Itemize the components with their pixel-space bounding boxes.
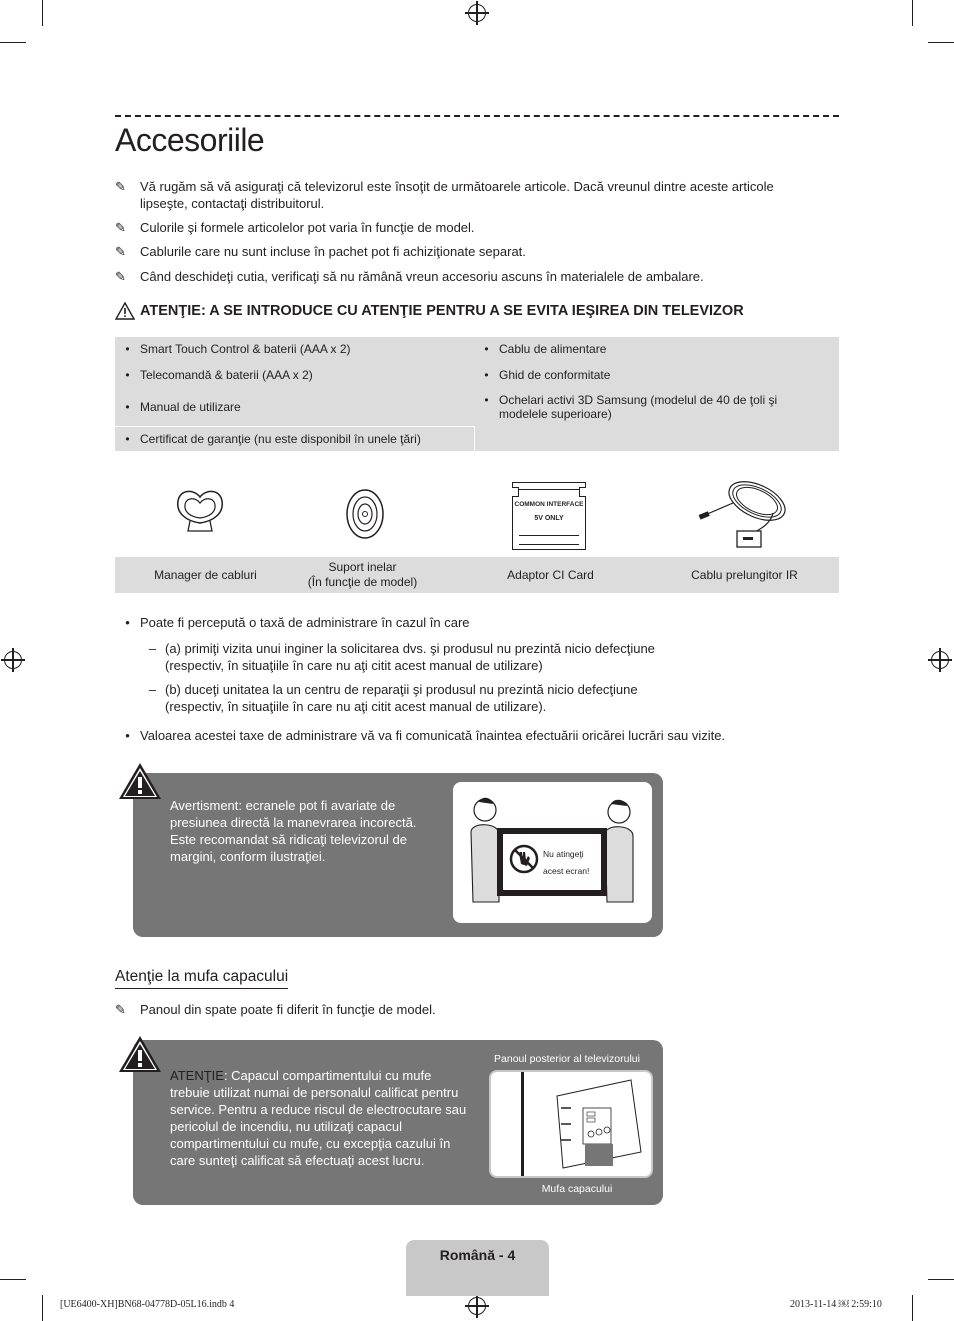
- rear-panel-illustration: [489, 1070, 653, 1178]
- pencil-icon: ✎: [115, 220, 126, 235]
- list-item: • Telecomandă & baterii (AAA x 2): [125, 368, 313, 382]
- ci-card-label: COMMON INTERFACE: [514, 501, 584, 508]
- cable-manager-icon: [170, 485, 230, 535]
- pencil-icon: ✎: [115, 269, 126, 284]
- list-item: • Valoarea acestei taxe de administrare vă va fi comunicată înaintea efectuării oricărei lucrări sau vizite.: [125, 728, 726, 743]
- no-touch-icon: [509, 844, 539, 874]
- registration-mark-icon: [931, 651, 949, 669]
- list-item: • Manual de utilizare: [125, 400, 241, 414]
- pencil-icon: ✎: [115, 1002, 126, 1017]
- cover-label: Mufa capacului: [541, 1183, 613, 1195]
- footer-file-info: [UE6400-XH]BN68-04778D-05L16.indb 4: [60, 1299, 235, 1310]
- caption-ci-card-adapter: Adaptor CI Card: [507, 567, 594, 582]
- cover-warning-label: ATENŢIE: [170, 1068, 224, 1083]
- accessory-captions: [115, 557, 839, 593]
- no-touch-sign: Nu atingeţi acest ecran!: [543, 849, 590, 876]
- note-item: ✎ Panoul din spate poate fi diferit în funcţie de model.: [115, 1002, 436, 1017]
- note-item: ✎ Cablurile care nu sunt incluse în pachet pot fi achiziţionate separat.: [115, 244, 526, 259]
- list-item: – (a) primiţi vizita unui inginer la solicitarea dvs. şi produsul nu prezintă nicio defecţiune (respectiv, în situaţiile în care nu aţi citit acest manual de utilizare): [148, 641, 655, 673]
- pencil-icon: ✎: [115, 244, 126, 259]
- list-item: • Ghid de conformitate: [484, 368, 611, 382]
- crop-mark: [912, 1295, 913, 1321]
- warning-triangle-icon: [118, 762, 162, 800]
- registration-mark-icon: [468, 1297, 486, 1315]
- section-heading: Atenţie la mufa capacului: [115, 968, 288, 989]
- screen-warning-text: Avertisment: ecranele pot fi avariate de presiunea directă la manevrarea incorectă. Este recomandat să ridicaţi televizorul de margini, conform ilustraţiei.: [170, 798, 417, 864]
- registration-mark-icon: [4, 651, 22, 669]
- crop-mark: [928, 1279, 954, 1280]
- accessories-table: [115, 337, 839, 451]
- note-item: ✎ Când deschideţi cutia, verificaţi să nu rămână vreun accesoriu ascuns în materialele de ambalare.: [115, 269, 704, 284]
- title-rule: [115, 115, 839, 117]
- table-divider: [115, 426, 474, 427]
- crop-mark: [42, 0, 43, 26]
- note-item: ✎ Culorile şi formele articolelor pot varia în funcţie de model.: [115, 220, 475, 235]
- holder-ring-icon: [343, 487, 387, 541]
- list-item: • Poate fi percepută o taxă de administrare în cazul în care: [125, 615, 470, 630]
- crop-mark: [912, 0, 913, 26]
- caption-ir-extender: Cablu prelungitor IR: [691, 567, 798, 582]
- pencil-icon: ✎: [115, 179, 126, 194]
- page-number: Română - 4: [439, 1247, 516, 1263]
- ci-card-label: 5V ONLY: [534, 515, 564, 522]
- list-item: • Cablu de alimentare: [484, 342, 607, 356]
- list-item: • Certificat de garanţie (nu este disponibil în unele ţări): [125, 432, 421, 446]
- rear-panel-label: Panoul posterior al televizorului: [494, 1053, 640, 1065]
- registration-mark-icon: [468, 4, 486, 22]
- tv-handling-illustration: [453, 782, 652, 923]
- caption-holder-ring: Suport inelar (În funcţie de model): [307, 560, 418, 589]
- cover-warning-text: ATENŢIE: Capacul compartimentului cu mufe trebuie utilizat numai de personalul calificat pentru service. Pentru a reduce riscul de electrocutare sau pericolul de incendiu, nu utilizaţi capacul compartimentului cu mufe, cu excepţia cazului în care sunteţi calificat să efectuaţi acest lucru.: [170, 1068, 467, 1168]
- crop-mark: [0, 42, 26, 43]
- crop-mark: [42, 1295, 43, 1321]
- accessory-images: [115, 465, 839, 557]
- footer-timestamp: 2013-11-14 ￼ 2:59:10: [790, 1299, 882, 1310]
- ci-card-icon: [512, 482, 586, 550]
- warning-triangle-icon: [118, 1035, 162, 1073]
- crop-mark: [0, 1279, 26, 1280]
- note-item: ✎ Vă rugăm să vă asiguraţi că televizorul este însoţit de următoarele articole. Dacă vreunul dintre aceste articole lipseşte, contactaţi distribuitorul.: [115, 179, 774, 211]
- list-item: – (b) duceţi unitatea la un centru de reparaţii şi produsul nu prezintă nicio defecţiune (respectiv, în situaţiile în care nu aţi citit acest manual de utilizare).: [148, 682, 638, 714]
- caption-cable-manager: Manager de cabluri: [154, 567, 257, 582]
- warning-triangle-icon: [115, 302, 135, 320]
- warning-heading: ATENŢIE: A SE INTRODUCE CU ATENŢIE PENTRU A SE EVITA IEŞIREA DIN TELEVIZOR: [115, 302, 744, 320]
- page-title: Accesoriile: [115, 122, 265, 158]
- list-item: • Ochelari activi 3D Samsung (modelul de 40 de ţoli şi modelele superioare): [484, 393, 778, 421]
- ir-extender-cable-icon: [697, 473, 793, 553]
- table-divider: [474, 426, 475, 451]
- list-item: • Smart Touch Control & baterii (AAA x 2): [125, 342, 351, 356]
- crop-mark: [928, 42, 954, 43]
